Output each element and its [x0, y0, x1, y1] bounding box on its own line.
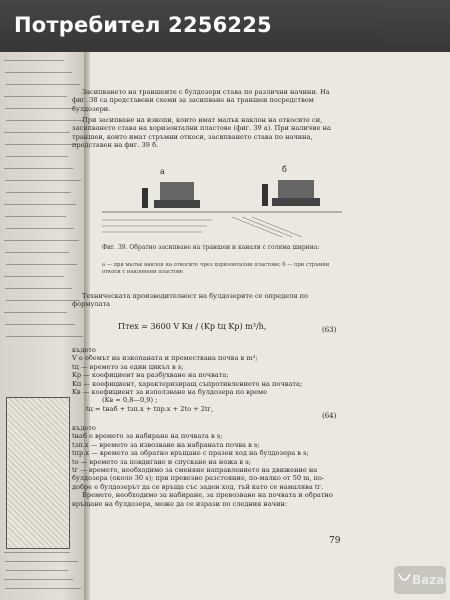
left-page-text-line — [6, 264, 77, 265]
left-page-text-line — [6, 228, 74, 229]
left-page-text-line — [4, 579, 73, 580]
left-page-text-line — [6, 336, 83, 337]
watermark-text: Bazar — [412, 573, 450, 587]
left-page-text-line — [5, 144, 78, 145]
where-label: където — [72, 346, 96, 354]
left-page-text-line — [4, 132, 70, 133]
left-page-text-line — [5, 288, 72, 289]
left-page-text-line — [4, 60, 64, 61]
kv-range: (Kв = 0,8—0,9) ; — [102, 396, 158, 405]
left-page-text-line — [5, 561, 78, 562]
left-page-text-line — [6, 156, 68, 157]
where-line: tзп.х — времето за извозване на набраната почва в s; — [72, 440, 260, 449]
left-page-text-line — [5, 216, 66, 217]
where-line: tнаб е времето за набиране на почвата в s; — [72, 432, 223, 441]
left-page-text-line — [5, 252, 69, 253]
figure-caption-sub: а — при малък наклон на откосите чрез хоризонтални пластове; б — при стръмни откоси с наклонени пластове — [102, 262, 330, 275]
where-line: tо — времето за повдигане и спускане на ножа в s; — [72, 457, 251, 466]
where-line: Kр — коефициент на разбухване на почвата; — [72, 371, 229, 380]
left-page-text-line — [4, 240, 79, 241]
left-page-text-line — [6, 192, 71, 193]
where-line: tг — времето, необходимо за сменяне направлението на движение на булдозера (около 30 s); при превозно разстояние, по-малко от 50 m, по-добре е булдозерът да се връща със заден ход, тъй като се намалява tг. — [72, 466, 325, 491]
where-line: tпр.х — времето за обратно връщане с празен ход на булдозера в s; — [72, 449, 309, 458]
cycle-formula: tц = tнаб + tзп.х + tпр.х + 2tо + 2tг, — [86, 404, 214, 413]
left-page-text-line — [4, 96, 67, 97]
left-page-text-line — [5, 180, 81, 181]
figure-39-illustration — [102, 162, 342, 242]
left-page-text-line — [5, 72, 72, 73]
left-page-text-line — [4, 552, 70, 553]
fig-label-b: б — [282, 165, 287, 174]
where-block-1 — [72, 346, 334, 413]
seller-username: Потребител 2256225 — [14, 13, 272, 37]
left-page-text-line — [4, 276, 64, 277]
body-paragraph-2: Техническата производителност на булдозерите се определя по формулата — [72, 292, 308, 309]
left-page-text-line — [6, 300, 80, 301]
equation-number-63: (63) — [322, 326, 337, 334]
left-page-text-line — [4, 312, 67, 313]
last-paragraph: Времето, необходимо за набиране, за превозване на почвата и обратно връщане на булдозера, може да се изрази по следния начин: — [72, 491, 333, 508]
bulldozer-drawing — [102, 162, 342, 242]
figure-caption: Фиг. 39. Обратно засипване на траншеи и канали с голяма ширина: — [102, 244, 320, 251]
seller-banner — [0, 0, 450, 52]
body-paragraph-1: При засипване на изкопи, които имат малък наклон на откосите си, засипването става на хоризонтални пластове (фиг. 39 а). При наличие на траншеи, които имат стръмни откоси, засипването става по начина, представен на фиг. 39 б. — [72, 116, 331, 150]
fig-label-a: а — [160, 167, 165, 176]
productivity-formula: Птех = 3600 V Kн / (Kр tц Kр) m³/h, — [118, 322, 267, 331]
where-line: V е обемът на изкопаната и премествана почва в m³; — [72, 354, 258, 363]
left-page-figure — [6, 397, 70, 549]
where-line: tц — времето за един цикъл в s; — [72, 362, 184, 371]
left-page-text-line — [5, 108, 75, 109]
left-page-text-line — [6, 570, 68, 571]
left-page-text-line — [4, 204, 76, 205]
left-page-text-line — [5, 588, 81, 589]
intro-paragraph: Засипването на траншеите с булдозери става по различни начини. На фиг. 38 са представени схеми за засипване на траншеи посредством булдозери. — [72, 88, 330, 113]
equation-number-64: (64) — [322, 412, 337, 420]
where-line: Kп — коефициент, характеризиращ съпротивлението на почвата; — [72, 379, 303, 388]
where-line: Kв — коефициент за използване на булдозера по време — [72, 388, 268, 397]
page-number: 79 — [329, 536, 341, 546]
where-label: където — [72, 424, 96, 432]
left-page-text-line — [4, 168, 73, 169]
where-block-2 — [72, 424, 334, 508]
left-page-text-line — [5, 324, 75, 325]
left-page-text-line — [6, 84, 80, 85]
